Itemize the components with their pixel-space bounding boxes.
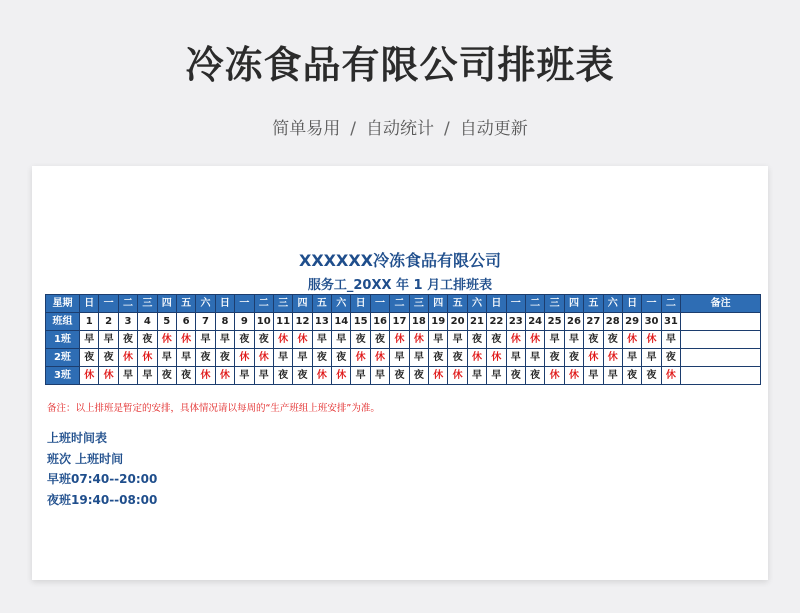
shift-cell: 早 [448, 331, 467, 349]
weekday-cell: 三 [273, 295, 292, 313]
shift-cell: 休 [622, 331, 641, 349]
shift-cell: 夜 [545, 349, 564, 367]
weekday-cell: 三 [545, 295, 564, 313]
shift-cell: 休 [642, 331, 661, 349]
weekday-cell: 六 [196, 295, 215, 313]
shift-group-label: 3班 [46, 367, 80, 385]
shift-cell: 休 [215, 367, 234, 385]
company-name: XXXXXX冷冻食品有限公司 [298, 251, 502, 270]
shift-cell: 休 [254, 349, 273, 367]
date-cell: 16 [370, 313, 389, 331]
remark-note: 备注：以上排班是暂定的安排，具体情况请以每周的“生产班组上班安排”为准。 [47, 403, 380, 414]
shift-cell: 夜 [603, 331, 622, 349]
shift-cell: 休 [564, 367, 583, 385]
shift-cell: 休 [370, 349, 389, 367]
date-cell: 23 [506, 313, 525, 331]
shift-cell: 早 [429, 331, 448, 349]
date-cell: 20 [448, 313, 467, 331]
shift-cell: 夜 [254, 331, 273, 349]
shift-cell: 休 [118, 349, 137, 367]
weekday-cell: 一 [642, 295, 661, 313]
shift-cell: 夜 [138, 331, 157, 349]
weekday-cell: 二 [254, 295, 273, 313]
date-cell: 2 [99, 313, 118, 331]
weekday-cell: 日 [215, 295, 234, 313]
shift-cell: 夜 [487, 331, 506, 349]
shift-cell: 休 [351, 349, 370, 367]
feature-tags [0, 114, 800, 139]
date-cell: 17 [390, 313, 409, 331]
shift-cell: 早 [138, 367, 157, 385]
weekday-cell: 二 [390, 295, 409, 313]
shift-cell: 夜 [157, 367, 176, 385]
shift-cell: 休 [467, 349, 486, 367]
shift-cell: 早 [564, 331, 583, 349]
shift-cell: 夜 [642, 367, 661, 385]
date-cell: 13 [312, 313, 331, 331]
shift-cell: 休 [273, 331, 292, 349]
date-cell: 31 [661, 313, 680, 331]
weekday-cell: 一 [370, 295, 389, 313]
shift-cell: 早 [273, 349, 292, 367]
shift-cell: 夜 [215, 349, 234, 367]
date-cell: 7 [196, 313, 215, 331]
shift-cell: 早 [603, 367, 622, 385]
remark-cell [681, 331, 761, 349]
shift-cell: 早 [642, 349, 661, 367]
date-cell: 24 [525, 313, 544, 331]
weekday-cell: 五 [176, 295, 195, 313]
shift-time-legend [47, 428, 157, 510]
weekday-cell: 一 [235, 295, 254, 313]
date-cell: 5 [157, 313, 176, 331]
shift-cell: 夜 [176, 367, 195, 385]
shift-cell: 早 [293, 349, 312, 367]
shift-cell: 夜 [409, 367, 428, 385]
date-cell: 14 [332, 313, 351, 331]
shift-cell: 夜 [564, 349, 583, 367]
weekday-cell: 日 [487, 295, 506, 313]
remark-cell [681, 349, 761, 367]
legend-title: 上班时间表 [47, 431, 108, 445]
tag-separator: / [444, 119, 450, 139]
shift-row [46, 367, 761, 385]
remark-header: 备注 [681, 295, 761, 313]
weekday-cell: 五 [312, 295, 331, 313]
date-cell: 3 [118, 313, 137, 331]
weekday-cell: 一 [506, 295, 525, 313]
shift-cell: 休 [80, 367, 99, 385]
date-cell: 21 [467, 313, 486, 331]
shift-cell: 夜 [99, 349, 118, 367]
shift-cell: 夜 [196, 349, 215, 367]
shift-cell: 夜 [332, 349, 351, 367]
date-cell: 12 [293, 313, 312, 331]
shift-cell: 夜 [584, 331, 603, 349]
tag-separator: / [350, 119, 356, 139]
shift-cell: 夜 [273, 367, 292, 385]
shift-cell: 早 [332, 331, 351, 349]
date-cell: 19 [429, 313, 448, 331]
shift-cell: 休 [332, 367, 351, 385]
shift-cell: 早 [235, 367, 254, 385]
shift-cell: 休 [584, 349, 603, 367]
date-cell: 26 [564, 313, 583, 331]
shift-cell: 夜 [506, 367, 525, 385]
shift-cell: 早 [196, 331, 215, 349]
page-title: 冷冻食品有限公司排班表 [185, 43, 615, 87]
weekday-cell: 五 [584, 295, 603, 313]
weekday-cell: 四 [293, 295, 312, 313]
shift-cell: 夜 [370, 331, 389, 349]
date-cell: 18 [409, 313, 428, 331]
shift-cell: 休 [525, 331, 544, 349]
tag-auto-update: 自动更新 [459, 119, 528, 139]
date-cell: 25 [545, 313, 564, 331]
group-header-label: 班组 [46, 313, 80, 331]
shift-cell: 夜 [525, 367, 544, 385]
date-cell: 4 [138, 313, 157, 331]
weekday-cell: 四 [564, 295, 583, 313]
shift-cell: 休 [603, 349, 622, 367]
date-cell: 29 [622, 313, 641, 331]
date-cell: 8 [215, 313, 234, 331]
weekday-header-row [46, 295, 761, 313]
shift-cell: 早 [254, 367, 273, 385]
shift-cell: 夜 [448, 349, 467, 367]
weekday-cell: 六 [603, 295, 622, 313]
shift-group-label: 1班 [46, 331, 80, 349]
date-cell: 10 [254, 313, 273, 331]
shift-cell: 休 [293, 331, 312, 349]
shift-cell: 早 [525, 349, 544, 367]
weekday-cell: 日 [80, 295, 99, 313]
shift-cell: 夜 [351, 331, 370, 349]
shift-cell: 早 [99, 331, 118, 349]
shift-cell: 早 [80, 331, 99, 349]
shift-cell: 夜 [312, 349, 331, 367]
shift-cell: 早 [312, 331, 331, 349]
shift-cell: 早 [661, 331, 680, 349]
schedule-table [45, 294, 761, 385]
schedule-title: 服务工_20XX 年 1 月工排班表 [307, 278, 493, 293]
remark-cell [681, 367, 761, 385]
shift-cell: 夜 [661, 349, 680, 367]
date-cell: 11 [273, 313, 292, 331]
shift-cell: 早 [545, 331, 564, 349]
shift-cell: 夜 [467, 331, 486, 349]
shift-cell: 休 [138, 349, 157, 367]
shift-cell: 早 [390, 349, 409, 367]
shift-cell: 早 [157, 349, 176, 367]
shift-cell: 休 [506, 331, 525, 349]
weekday-cell: 六 [332, 295, 351, 313]
shift-cell: 夜 [235, 331, 254, 349]
shift-cell: 早 [409, 349, 428, 367]
date-cell: 15 [351, 313, 370, 331]
legend-early-shift: 早班07:40--20:00 [47, 472, 158, 486]
weekday-cell: 日 [351, 295, 370, 313]
shift-cell: 休 [157, 331, 176, 349]
shift-cell: 夜 [293, 367, 312, 385]
shift-cell: 休 [487, 349, 506, 367]
weekday-cell: 二 [661, 295, 680, 313]
shift-cell: 早 [487, 367, 506, 385]
shift-cell: 休 [196, 367, 215, 385]
weekday-header-label: 星期 [46, 295, 80, 313]
shift-cell: 休 [429, 367, 448, 385]
remark-cell [681, 313, 761, 331]
shift-cell: 休 [390, 331, 409, 349]
date-cell: 30 [642, 313, 661, 331]
shift-cell: 休 [176, 331, 195, 349]
weekday-cell: 四 [429, 295, 448, 313]
shift-cell: 休 [661, 367, 680, 385]
shift-cell: 休 [409, 331, 428, 349]
shift-cell: 夜 [429, 349, 448, 367]
shift-cell: 早 [176, 349, 195, 367]
shift-cell: 夜 [390, 367, 409, 385]
shift-row [46, 331, 761, 349]
date-cell: 27 [584, 313, 603, 331]
shift-cell: 早 [622, 349, 641, 367]
tag-easy: 简单易用 [272, 119, 341, 139]
shift-cell: 早 [351, 367, 370, 385]
shift-cell: 早 [584, 367, 603, 385]
date-cell: 6 [176, 313, 195, 331]
shift-cell: 早 [215, 331, 234, 349]
weekday-cell: 二 [118, 295, 137, 313]
shift-cell: 休 [448, 367, 467, 385]
weekday-cell: 一 [99, 295, 118, 313]
weekday-cell: 日 [622, 295, 641, 313]
weekday-cell: 五 [448, 295, 467, 313]
date-cell: 22 [487, 313, 506, 331]
date-row [46, 313, 761, 331]
weekday-cell: 二 [525, 295, 544, 313]
shift-cell: 休 [545, 367, 564, 385]
shift-cell: 休 [312, 367, 331, 385]
schedule-sheet [32, 166, 768, 580]
weekday-cell: 四 [157, 295, 176, 313]
shift-cell: 夜 [80, 349, 99, 367]
shift-cell: 早 [118, 367, 137, 385]
shift-cell: 夜 [118, 331, 137, 349]
shift-cell: 早 [370, 367, 389, 385]
weekday-cell: 六 [467, 295, 486, 313]
legend-night-shift: 夜班19:40--08:00 [47, 492, 158, 507]
date-cell: 1 [80, 313, 99, 331]
weekday-cell: 三 [409, 295, 428, 313]
weekday-cell: 三 [138, 295, 157, 313]
legend-header: 班次 上班时间 [47, 451, 124, 466]
shift-cell: 休 [235, 349, 254, 367]
date-cell: 28 [603, 313, 622, 331]
shift-cell: 夜 [622, 367, 641, 385]
date-cell: 9 [235, 313, 254, 331]
shift-row [46, 349, 761, 367]
shift-cell: 休 [99, 367, 118, 385]
shift-cell: 早 [506, 349, 525, 367]
tag-auto-stats: 自动统计 [366, 119, 434, 139]
shift-group-label: 2班 [46, 349, 80, 367]
shift-cell: 早 [467, 367, 486, 385]
